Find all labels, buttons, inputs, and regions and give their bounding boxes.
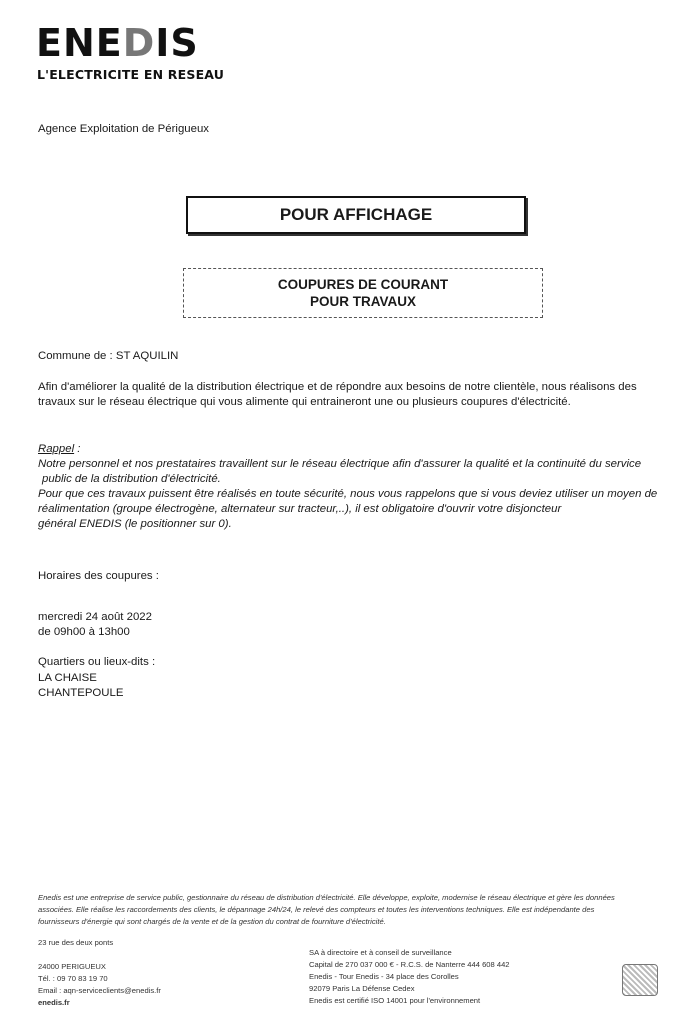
legal-line: Capital de 270 037 000 € - R.C.S. de Nanterre 444 608 442: [309, 960, 510, 969]
rappel-line: général ENEDIS (le positionner sur 0).: [38, 518, 232, 530]
subtitle-line: POUR TRAVAUX: [309, 294, 416, 309]
website-link[interactable]: enedis.fr: [38, 998, 70, 1007]
disclaimer-line: associées. Elle réalise les raccordements des clients, le dépannage 24h/24, le relevé des compteurs et toutes les interventions techniques. Elle est indépendante des: [38, 905, 595, 914]
intro-line: travaux sur le réseau électrique qui vous alimente qui entraineront une ou plusieurs coupures d'électricité.: [38, 396, 571, 408]
place: CHANTEPOULE: [38, 687, 124, 699]
schedule-heading: Horaires des coupures :: [38, 570, 159, 582]
agency-name: Agence Exploitation de Périgueux: [38, 123, 209, 135]
legal-line: SA à directoire et à conseil de surveillance: [309, 948, 452, 957]
intro-line: Afin d'améliorer la qualité de la distribution électrique et de répondre aux besoins de notre clientèle, nous réalisons des: [38, 381, 637, 393]
disclaimer-line: Enedis est une entreprise de service public, gestionnaire du réseau de distribution d'électricité. Elle développe, exploite, modernise le réseau électrique et gère les données: [38, 893, 615, 902]
address-line: 24000 PERIGUEUX: [38, 962, 106, 971]
address-line: Email : aqn-serviceclients@enedis.fr: [38, 986, 161, 995]
rappel-colon: :: [74, 443, 81, 455]
address-line: Tél. : 09 70 83 19 70: [38, 974, 108, 983]
schedule-date: mercredi 24 août 2022: [38, 611, 152, 623]
rappel-section: [38, 442, 657, 532]
rappel-heading: [38, 442, 657, 457]
places-heading: Quartiers ou lieux-dits :: [38, 656, 156, 668]
schedule-time: de 09h00 à 13h00: [38, 626, 130, 638]
enedis-logo: ENEDIS: [36, 21, 199, 65]
subtitle-line: COUPURES DE COURANT: [277, 277, 449, 292]
footer-disclaimer: [38, 892, 615, 928]
qr-code-icon: [622, 964, 658, 996]
legal-line: Enedis - Tour Enedis - 34 place des Corolles: [309, 972, 459, 981]
rappel-line: Notre personnel et nos prestataires travaillent sur le réseau électrique afin d'assurer la qualité et la continuité du service: [38, 458, 642, 470]
rappel-line: Pour que ces travaux puissent être réalisés en toute sécurité, nous vous rappelons que si vous deviez utiliser un moyen de: [38, 488, 658, 500]
address-line: 23 rue des deux ponts: [38, 938, 114, 947]
subtitle-box: [183, 268, 543, 318]
title-box: [186, 196, 526, 234]
tagline: L'ELECTRICITE EN RESEAU: [37, 67, 225, 82]
footer-legal: [309, 947, 510, 1007]
legal-line: Enedis est certifié ISO 14001 pour l'environnement: [309, 996, 481, 1005]
place: LA CHAISE: [38, 672, 97, 684]
address-spacer: [38, 949, 161, 961]
commune: Commune de : ST AQUILIN: [38, 350, 179, 362]
footer-address: [38, 937, 161, 1009]
intro-paragraph: [38, 380, 637, 410]
title: POUR AFFICHAGE: [279, 205, 433, 224]
rappel-line: public de la distribution d'électricité.: [42, 473, 221, 485]
rappel-label: Rappel: [38, 443, 75, 455]
disclaimer-line: fournisseurs d'énergie qui sont chargés de la vente et de la gestion du contrat de fourniture d'électricité.: [38, 917, 386, 926]
legal-line: 92079 Paris La Défense Cedex: [309, 984, 415, 993]
rappel-line: réalimentation (groupe électrogène, alternateur sur tracteur,..), il est obligatoire d'ouvrir votre disjoncteur: [38, 503, 562, 515]
